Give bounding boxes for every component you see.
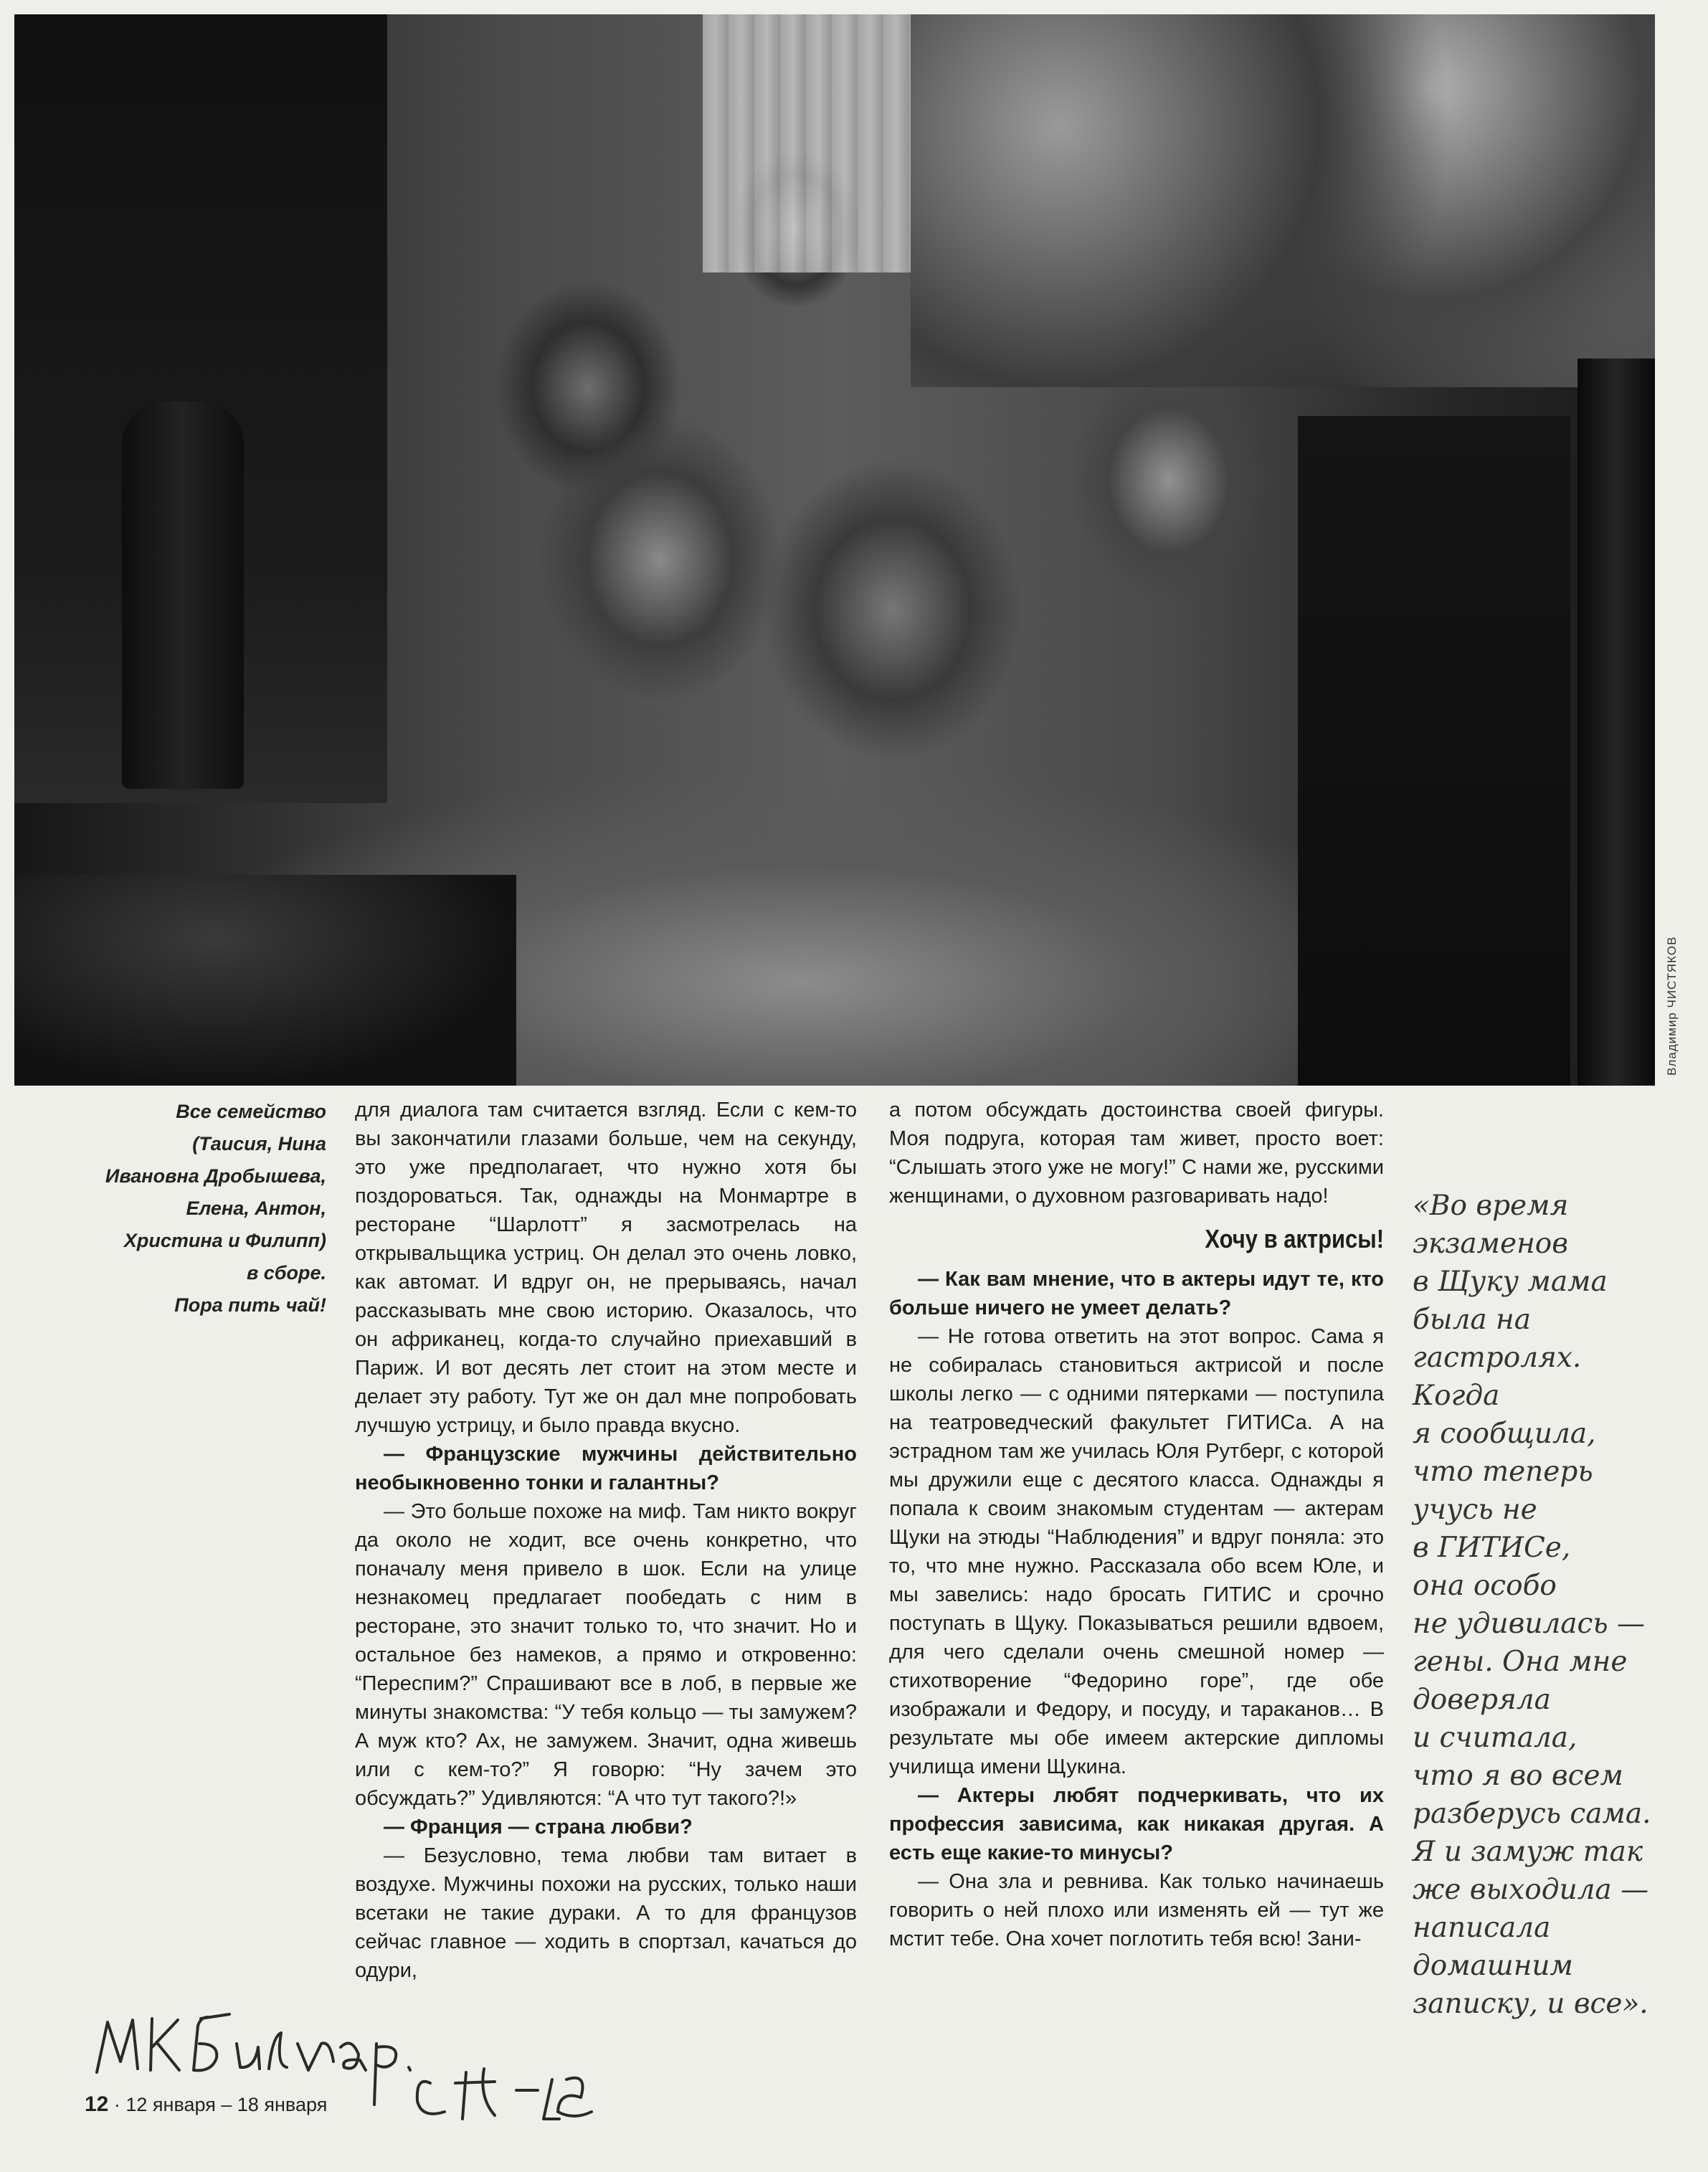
pull-quote-line: доверяла bbox=[1413, 1684, 1551, 1716]
window-curtain bbox=[703, 14, 932, 272]
pull-quote-line: была на bbox=[1413, 1304, 1531, 1336]
caption-line: Ивановна Дробышева, bbox=[105, 1165, 326, 1187]
pull-quote-line: что я во всем bbox=[1413, 1760, 1623, 1792]
caption-line: (Таисия, Нина bbox=[192, 1133, 326, 1154]
page-number: 12 bbox=[85, 2092, 109, 2116]
paragraph: — Это больше похоже на миф. Там никто вокруг да около не ходит, все очень конкретно, что поначалу меня привело в шок. Если на улице незнакомец предлагает пообедать с ним в ресторане, это значит только то, что значит. Но и остальное без намеков, а прямо и откровенно: “Переспим?” Спрашивают все в лоб, в первые же минуты знакомства: “У тебя кольцо — ты замужем? А муж кто? Ах, не замужем. Значит, одна живешь или с кем-то?” Я говорю: “Ну зачем это обсуждать?” Удивляются: “А что тут такого?!» bbox=[355, 1500, 857, 1810]
paragraph: — Не готова ответить на этот вопрос. Сама я не собиралась становиться актрисой и после школы легко — с одними пятерками — поступила на театроведческий факультет ГИТИСа. А на эстрадном там же училась Юля Рутберг, с которой мы дружили еще с десятого класса. Однажды я попала к своим знакомым студентам — актерам Щуки на этюды “Наблюдения” и вдруг поняла: это то, что мне нужно. Рассказала обо всем Юле, и мы завелись: надо бросать ГИТИС и срочно поступать в Щуку. Показываться решили вдвоем, для чего сделали очень смешной номер — стихотворение “Федорино горе”, где обе изображали и Федору, и посуду, и тараканов… В результате мы обе имеем актерские дипломы училища имени Щукина. bbox=[889, 1325, 1384, 1778]
caption-line: Христина и Филипп) bbox=[123, 1230, 326, 1251]
article-column-2 bbox=[889, 1096, 1384, 1953]
pull-quote-line: она особо bbox=[1413, 1570, 1557, 1602]
handwriting-text: МК Бульвар. с 14-15 bbox=[93, 1993, 216, 2007]
pull-quote-line: в ГИТИСе, bbox=[1413, 1532, 1571, 1564]
pull-quote-line: что теперь bbox=[1413, 1456, 1593, 1488]
pull-quote-line: написала bbox=[1413, 1912, 1551, 1944]
article-column-1 bbox=[355, 1096, 857, 1985]
interview-question: — Франция — страна любви? bbox=[384, 1816, 693, 1839]
paragraph: — Она зла и ревнива. Как только начинаешь говорить о ней плохо или изменять ей — тут же мстит тебе. Она хочет поглотить тебя всю! Зани- bbox=[889, 1870, 1384, 1950]
flower-vase bbox=[122, 402, 244, 789]
family-photo bbox=[14, 14, 1655, 1086]
pull-quote-line: и считала, bbox=[1413, 1722, 1577, 1754]
caption-line: в сборе. bbox=[246, 1262, 326, 1284]
pull-quote-line: Я и замуж так bbox=[1413, 1836, 1643, 1868]
wooden-column bbox=[1577, 359, 1655, 1086]
pull-quote-line: «Во время bbox=[1413, 1190, 1569, 1222]
pull-quote-line: домашним bbox=[1413, 1950, 1573, 1982]
pull-quote-line: в Щуку мама bbox=[1413, 1266, 1608, 1298]
pull-quote-line: я сообщила, bbox=[1413, 1418, 1596, 1450]
caption-line: Все семейство bbox=[176, 1101, 326, 1122]
issue-dates: · 12 января – 18 января bbox=[113, 2094, 328, 2115]
pull-quote-line: учусь не bbox=[1413, 1494, 1537, 1526]
paragraph: а потом обсуждать достоинства своей фигуры. Моя подруга, которая там живет, просто воет: “Слышать этого уже не могу!” С нами же, русскими женщинами, о духовном разговаривать надо! bbox=[889, 1099, 1384, 1208]
pull-quote-line: не удивилась — bbox=[1413, 1608, 1645, 1640]
interview-question: — Французские мужчины действительно необыкновенно тонки и галантны? bbox=[355, 1443, 857, 1494]
paragraph: — Безусловно, тема любви там витает в воздухе. Мужчины похожи на русских, только наши всетаки не такие дураки. А то для французов сейчас главное — ходить в спортзал, качаться до одури, bbox=[355, 1844, 857, 1982]
pull-quote-line: гастролях. bbox=[1413, 1342, 1582, 1374]
photo-credit: Владимир ЧИСТЯКОВ bbox=[1665, 936, 1679, 1076]
pull-quote-line: гены. Она мне bbox=[1413, 1646, 1628, 1678]
pull-quote-line: же выходила — bbox=[1413, 1874, 1649, 1906]
pull-quote-line: записку, и все». bbox=[1413, 1988, 1648, 2020]
page-footer bbox=[85, 2092, 327, 2117]
lacquer-cabinet bbox=[1298, 416, 1570, 1086]
paragraph: для диалога там считается взгляд. Если с кем-то вы закончатили глазами больше, чем на секунду, это уже предполагает, что нужно хотя бы поздороваться. Так, однажды на Монмартре в ресторане “Шарлотт” я засмотрелась на открывальщика устриц. Он делал это очень ловко, как автомат. И вдруг он, не прерываясь, начал рассказывать мне свою историю. Оказалось, что он африканец, когда-то случайно приехавший в Париж. И вот десять лет стоит на этом месте и делает эту работу. Тут же он дал мне попробовать лучшую устрицу, и было правда вкусно. bbox=[355, 1099, 857, 1437]
pull-quote bbox=[1413, 1187, 1649, 2023]
section-heading: Хочу в актрисы! bbox=[1205, 1224, 1384, 1253]
house-plants bbox=[911, 14, 1655, 387]
pull-quote-line: Когда bbox=[1413, 1380, 1500, 1412]
pull-quote-line: экзаменов bbox=[1413, 1228, 1568, 1260]
handwritten-note bbox=[93, 1993, 595, 2148]
caption-line: Елена, Антон, bbox=[186, 1198, 326, 1219]
photo-caption bbox=[57, 1096, 326, 1322]
interview-question: — Актеры любят подчеркивать, что их профессия зависима, как никакая другая. А есть еще какие-то минусы? bbox=[889, 1784, 1384, 1864]
pull-quote-line: разберусь сама. bbox=[1413, 1798, 1651, 1830]
round-table bbox=[14, 875, 516, 1086]
interview-question: — Как вам мнение, что в актеры идут те, кто больше ничего не умеет делать? bbox=[889, 1268, 1384, 1319]
caption-line: Пора пить чай! bbox=[174, 1294, 326, 1316]
